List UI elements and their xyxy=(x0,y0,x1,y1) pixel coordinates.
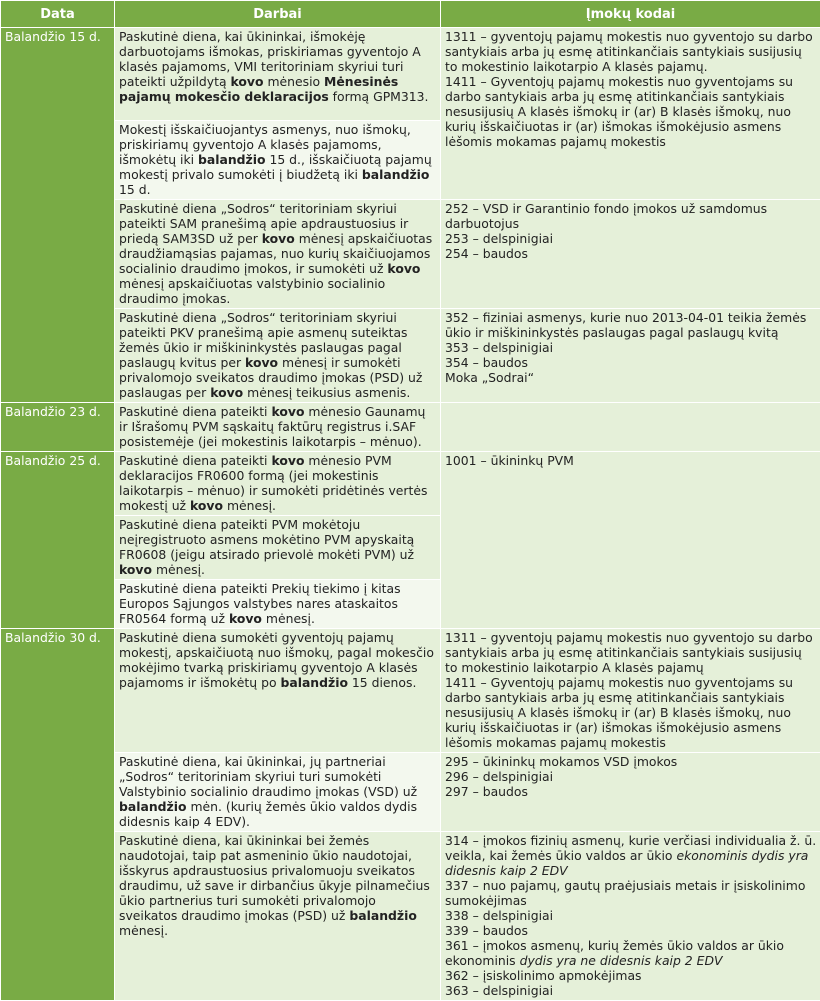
task-cell: Paskutinė diena pateikti kovo mėnesio PVM deklaracijos FR0600 formą (jei mokestinis laikotarpis – mėnuo) ir sumokėti pridėtinės vertės mokestį už kovo mėnesį. xyxy=(115,452,441,516)
date-cell: Balandžio 30 d. xyxy=(1,629,115,1001)
codes-cell: 1311 – gyventojų pajamų mokestis nuo gyventojo su darbo santykiais arba jų esmę atitinkančiais santykiais susijusių to mokestinio laikotarpio A klasės pajamų 1411 – Gyventojų pajamų mokestis nuo gyventojams su darbo santykiais arba jų esmę atitinkančiais santykiais nesusijusių A klasės išmokų ir (ar) B klasės išmokų, nuo kurių išskaičiuotas ir (ar) išmokas išmokėjusio asmens lėšomis mokamas pajamų mokestis xyxy=(441,629,820,753)
date-cell: Balandžio 25 d. xyxy=(1,452,115,629)
table-row xyxy=(1,832,820,1001)
header-tasks: Darbai xyxy=(115,1,441,28)
task-cell: Paskutinė diena pateikti kovo mėnesio Gaunamų ir Išrašomų PVM sąskaitų faktūrų registrus i.SAF posistemėje (jei mokestinis laikotarpis – mėnuo). xyxy=(115,403,441,452)
task-cell: Paskutinė diena, kai ūkininkai bei žemės naudotojai, taip pat asmeninio ūkio naudotojai, išskyrus apdraustuosius privalomuoju sveikatos draudimu, už save ir dirbančius ūkyje pilnamečius ūkio partnerius turi sumokėti privalomojo sveikatos draudimo įmokas (PSD) už balandžio mėnesį. xyxy=(115,832,441,1001)
codes-cell: 352 – fiziniai asmenys, kurie nuo 2013-04-01 teikia žemės ūkio ir miškininkystės paslaugas pagal paslaugų kvitą 353 – delspinigiai 354 – baudos Moka „Sodrai“ xyxy=(441,309,820,403)
task-cell: Paskutinė diena sumokėti gyventojų pajamų mokestį, apskaičiuotą nuo išmokų, pagal mokesčio mokėjimo tvarką priskiriamų gyventojo A klasės pajamoms ir išmokėtų po balandžio 15 dienos. xyxy=(115,629,441,753)
task-cell: Paskutinė diena, kai ūkininkai, jų partneriai „Sodros“ teritoriniam skyriui turi sumokėti Valstybinio socialinio draudimo įmokas (VSD) už balandžio mėn. (kurių žemės ūkio valdos dydis didesnis kaip 4 EDV). xyxy=(115,753,441,832)
task-cell: Mokestį išskaičiuojantys asmenys, nuo išmokų, priskiriamų gyventojo A klasės pajamoms, išmokėtų iki balandžio 15 d., išskaičiuotą pajamų mokestį privalo sumokėti į biudžetą iki balandžio 15 d. xyxy=(115,121,441,200)
table-row xyxy=(1,200,820,309)
table-header-row xyxy=(1,1,820,28)
date-cell: Balandžio 15 d. xyxy=(1,28,115,403)
task-cell: Paskutinė diena „Sodros“ teritoriniam skyriui pateikti SAM pranešimą apie apdraustuosius ir priedą SAM3SD už per kovo mėnesį apskaičiuotas draudžiamąsias pajamas, nuo kurių skaičiuojamos socialinio draudimo įmokos, ir sumokėti už kovo mėnesį apskaičiuotas valstybinio socialinio draudimo įmokas. xyxy=(115,200,441,309)
task-cell: Paskutinė diena pateikti Prekių tiekimo į kitas Europos Sąjungos valstybes nares ataskaitos FR0564 formą už kovo mėnesį. xyxy=(115,580,441,629)
codes-cell: 1311 – gyventojų pajamų mokestis nuo gyventojo su darbo santykiais arba jų esmę atitinkančiais santykiais susijusių to mokestinio laikotarpio A klasės pajamų. 1411 – Gyventojų pajamų mokestis nuo gyventojams su darbo santykiais arba jų esmę atitinkančiais santykiais nesusijusių A klasės išmokų ir (ar) B klasės išmokų, nuo kurių išskaičiuotas ir (ar) išmokas išmokėjusio asmens lėšomis mokamas pajamų mokestis xyxy=(441,28,820,200)
table-row xyxy=(1,452,820,516)
codes-cell: 314 – įmokos fizinių asmenų, kurie verčiasi individualia ž. ū. veikla, kai žemės ūkio valdos ar ūkio ekonominis dydis yra didesnis kaip 2 EDV 337 – nuo pajamų, gautų praėjusiais metais ir įsiskolinimo sumokėjimas 338 – delspinigiai 339 – baudos 361 – įmokos asmenų, kurių žemės ūkio valdos ar ūkio ekonominis dydis yra ne didesnis kaip 2 EDV 362 – įsiskolinimo apmokėjimas 363 – delspinigiai xyxy=(441,832,820,1001)
codes-cell: 1001 – ūkininkų PVM xyxy=(441,452,820,629)
table-row xyxy=(1,753,820,832)
codes-cell xyxy=(441,403,820,452)
table-row xyxy=(1,629,820,753)
header-codes: Įmokų kodai xyxy=(441,1,820,28)
header-date: Data xyxy=(1,1,115,28)
task-cell: Paskutinė diena „Sodros“ teritoriniam skyriui pateikti PKV pranešimą apie asmenų suteiktas žemės ūkio ir miškininkystės paslaugas pagal paslaugų kvitus per kovo mėnesį ir sumokėti privalomojo sveikatos draudimo įmokas (PSD) už paslaugas per kovo mėnesį teikusius asmenis. xyxy=(115,309,441,403)
codes-cell: 252 – VSD ir Garantinio fondo įmokos už samdomus darbuotojus 253 – delspinigiai 254 – baudos xyxy=(441,200,820,309)
codes-cell: 295 – ūkininkų mokamos VSD įmokos 296 – delspinigiai 297 – baudos xyxy=(441,753,820,832)
table-row xyxy=(1,28,820,121)
task-cell: Paskutinė diena pateikti PVM mokėtoju neįregistruoto asmens mokėtino PVM apyskaitą FR0608 (jeigu atsirado prievolė mokėti PVM) už kovo mėnesį. xyxy=(115,516,441,580)
table-row xyxy=(1,309,820,403)
date-cell: Balandžio 23 d. xyxy=(1,403,115,452)
task-cell: Paskutinė diena, kai ūkininkai, išmokėję darbuotojams išmokas, priskiriamas gyventojo A klasės pajamoms, VMI teritoriniam skyriui turi pateikti užpildytą kovo mėnesio Mėnesinės pajamų mokesčio deklaracijos formą GPM313. xyxy=(115,28,441,121)
table-row xyxy=(1,403,820,452)
